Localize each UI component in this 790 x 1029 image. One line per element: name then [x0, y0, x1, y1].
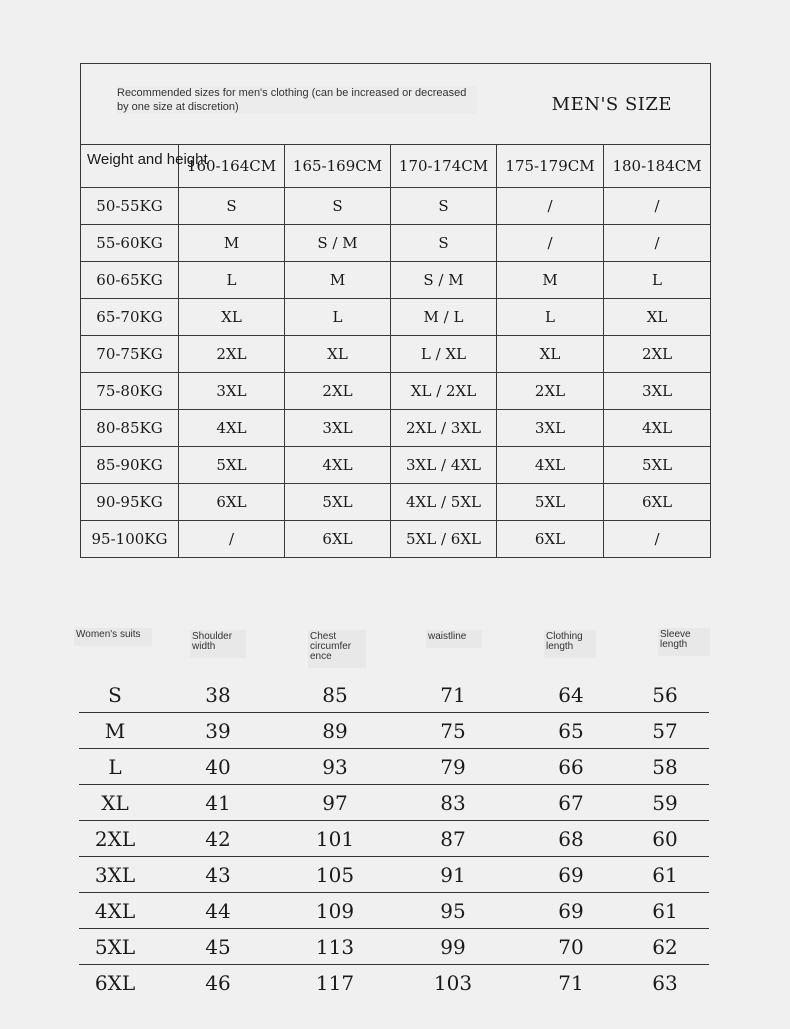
size-cell: M / L	[391, 299, 497, 336]
womens-size-row	[79, 893, 709, 929]
measurement-cell: 61	[621, 893, 709, 929]
size-cell: 6XL	[497, 521, 604, 558]
measurement-cell: 117	[315, 970, 355, 995]
measurement-cell: 70	[521, 929, 621, 965]
measurement-cell: 40	[151, 749, 285, 785]
suit-size-cell: M	[79, 713, 151, 749]
mens-table-header	[81, 64, 711, 145]
womens-size-table	[79, 677, 709, 1000]
measurement-cell: 91	[385, 857, 521, 893]
size-cell: 2XL / 3XL	[391, 410, 497, 447]
measurement-cell: 56	[621, 677, 709, 713]
mens-size-row	[81, 299, 711, 336]
measurement-cell: 61	[621, 857, 709, 893]
measurement-cell: 62	[621, 929, 709, 965]
size-cell: XL / 2XL	[391, 373, 497, 410]
size-cell: L	[604, 262, 711, 299]
measurement-cell: 75	[385, 713, 521, 749]
height-header: 180-184CM	[604, 145, 711, 188]
size-cell: /	[604, 225, 711, 262]
womens-table-header	[0, 628, 790, 668]
measurement-cell: 64	[521, 677, 621, 713]
size-cell: S	[391, 188, 497, 225]
size-cell: 4XL	[497, 447, 604, 484]
size-cell: L	[179, 262, 285, 299]
size-cell: 2XL	[604, 336, 711, 373]
size-cell: 5XL / 6XL	[391, 521, 497, 558]
size-cell: 6XL	[285, 521, 391, 558]
size-cell: 2XL	[497, 373, 604, 410]
size-cell: XL	[497, 336, 604, 373]
measurement-cell: 65	[521, 713, 621, 749]
measurement-cell: 83	[385, 785, 521, 821]
size-cell: 3XL	[604, 373, 711, 410]
measurement-cell: 113	[285, 929, 385, 965]
measurement-cell: 105	[285, 857, 385, 893]
size-cell: 4XL	[285, 447, 391, 484]
header-sleeve-length: Sleeve length	[658, 628, 710, 656]
size-cell: 3XL / 4XL	[391, 447, 497, 484]
header-womens-suits: Women's suits	[74, 628, 152, 646]
measurement-cell: 89	[285, 713, 385, 749]
weight-cell: 60-65KG	[81, 262, 179, 299]
size-cell: 3XL	[497, 410, 604, 447]
size-cell: L	[285, 299, 391, 336]
size-cell: 3XL	[179, 373, 285, 410]
size-cell: 3XL	[285, 410, 391, 447]
weight-cell: 70-75KG	[81, 336, 179, 373]
size-cell: XL	[604, 299, 711, 336]
measurement-cell: 60	[621, 821, 709, 857]
mens-size-row	[81, 373, 711, 410]
measurement-cell: 66	[521, 749, 621, 785]
height-header-row	[81, 145, 711, 188]
mens-size-row	[81, 336, 711, 373]
measurement-cell: 71	[558, 970, 584, 995]
height-header: 175-179CM	[497, 145, 604, 188]
suit-size-cell: 5XL	[79, 929, 151, 965]
measurement-cell: 71	[385, 677, 521, 713]
mens-size-row	[81, 225, 711, 262]
size-cell: 4XL / 5XL	[391, 484, 497, 521]
measurement-cell: 38	[151, 677, 285, 713]
measurement-cell: 59	[621, 785, 709, 821]
size-cell: 2XL	[179, 336, 285, 373]
womens-size-row	[79, 785, 709, 821]
height-header: 170-174CM	[391, 145, 497, 188]
height-header: 160-164CM	[179, 145, 285, 188]
weight-cell: 50-55KG	[81, 188, 179, 225]
measurement-cell: 103	[433, 970, 473, 995]
weight-cell: 80-85KG	[81, 410, 179, 447]
size-cell: XL	[285, 336, 391, 373]
measurement-cell: 63	[652, 970, 678, 995]
measurement-cell: 95	[385, 893, 521, 929]
womens-size-row	[79, 713, 709, 749]
mens-size-row	[81, 262, 711, 299]
size-cell: /	[497, 225, 604, 262]
mens-size-table	[80, 63, 711, 558]
weight-cell: 85-90KG	[81, 447, 179, 484]
measurement-cell: 79	[385, 749, 521, 785]
mens-header-cell	[81, 64, 711, 145]
measurement-cell: 87	[385, 821, 521, 857]
size-cell: /	[604, 188, 711, 225]
weight-cell: 65-70KG	[81, 299, 179, 336]
measurement-cell: 43	[151, 857, 285, 893]
size-cell: 5XL	[604, 447, 711, 484]
measurement-cell: 99	[385, 929, 521, 965]
suit-size-cell: 4XL	[79, 893, 151, 929]
measurement-cell: 39	[151, 713, 285, 749]
size-cell: S	[179, 188, 285, 225]
size-cell: S / M	[285, 225, 391, 262]
size-cell: 5XL	[179, 447, 285, 484]
size-cell: 2XL	[285, 373, 391, 410]
mens-size-title: MEN'S SIZE	[551, 94, 673, 115]
size-cell: 4XL	[179, 410, 285, 447]
header-clothing-length: Clothing length	[544, 630, 596, 658]
womens-size-row	[79, 857, 709, 893]
measurement-cell: 44	[151, 893, 285, 929]
size-cell: S / M	[391, 262, 497, 299]
suit-size-cell: 3XL	[79, 857, 151, 893]
size-cell: /	[497, 188, 604, 225]
size-cell: 6XL	[179, 484, 285, 521]
size-cell: M	[179, 225, 285, 262]
header-waistline: waistline	[426, 630, 482, 648]
size-cell: 6XL	[604, 484, 711, 521]
size-cell: /	[604, 521, 711, 558]
size-cell: S	[285, 188, 391, 225]
measurement-cell: 109	[285, 893, 385, 929]
measurement-cell: 69	[521, 857, 621, 893]
header-shoulder-width: Shoulder width	[190, 630, 246, 658]
measurement-cell: 101	[285, 821, 385, 857]
height-header: 165-169CM	[285, 145, 391, 188]
mens-size-row	[81, 521, 711, 558]
weight-cell: 55-60KG	[81, 225, 179, 262]
weight-cell: 90-95KG	[81, 484, 179, 521]
recommended-size-note: Recommended sizes for men's clothing (can be increased or decreased by one size at discretion)	[117, 86, 477, 114]
size-cell: M	[497, 262, 604, 299]
suit-size-cell: L	[79, 749, 151, 785]
mens-size-row	[81, 188, 711, 225]
womens-size-row	[79, 929, 709, 965]
suit-size-cell: S	[79, 677, 151, 713]
measurement-cell: 68	[521, 821, 621, 857]
womens-size-row	[79, 821, 709, 857]
size-cell: 5XL	[285, 484, 391, 521]
womens-size-row	[79, 677, 709, 713]
womens-size-row	[79, 965, 709, 1001]
measurement-cell: 85	[285, 677, 385, 713]
womens-size-row	[79, 749, 709, 785]
weight-height-label: Weight and height	[81, 145, 179, 188]
header-chest-circumference: Chest circumfer ence	[308, 630, 366, 668]
size-cell: S	[391, 225, 497, 262]
measurement-cell: 93	[285, 749, 385, 785]
size-cell: XL	[179, 299, 285, 336]
suit-size-cell: 2XL	[79, 821, 151, 857]
measurement-cell: 45	[151, 929, 285, 965]
weight-cell: 95-100KG	[81, 521, 179, 558]
measurement-cell: 69	[521, 893, 621, 929]
measurement-cell: 67	[521, 785, 621, 821]
measurement-cell: 41	[151, 785, 285, 821]
size-cell: M	[285, 262, 391, 299]
size-cell: L / XL	[391, 336, 497, 373]
size-cell: /	[179, 521, 285, 558]
mens-size-row	[81, 484, 711, 521]
suit-size-cell: XL	[79, 785, 151, 821]
size-cell: 4XL	[604, 410, 711, 447]
measurement-cell: 46	[205, 970, 231, 995]
weight-cell: 75-80KG	[81, 373, 179, 410]
mens-size-row	[81, 447, 711, 484]
measurement-cell: 97	[285, 785, 385, 821]
suit-size-cell: 6XL	[94, 970, 136, 995]
measurement-cell: 57	[621, 713, 709, 749]
measurement-cell: 42	[151, 821, 285, 857]
mens-size-row	[81, 410, 711, 447]
size-cell: 5XL	[497, 484, 604, 521]
size-cell: L	[497, 299, 604, 336]
measurement-cell: 58	[621, 749, 709, 785]
